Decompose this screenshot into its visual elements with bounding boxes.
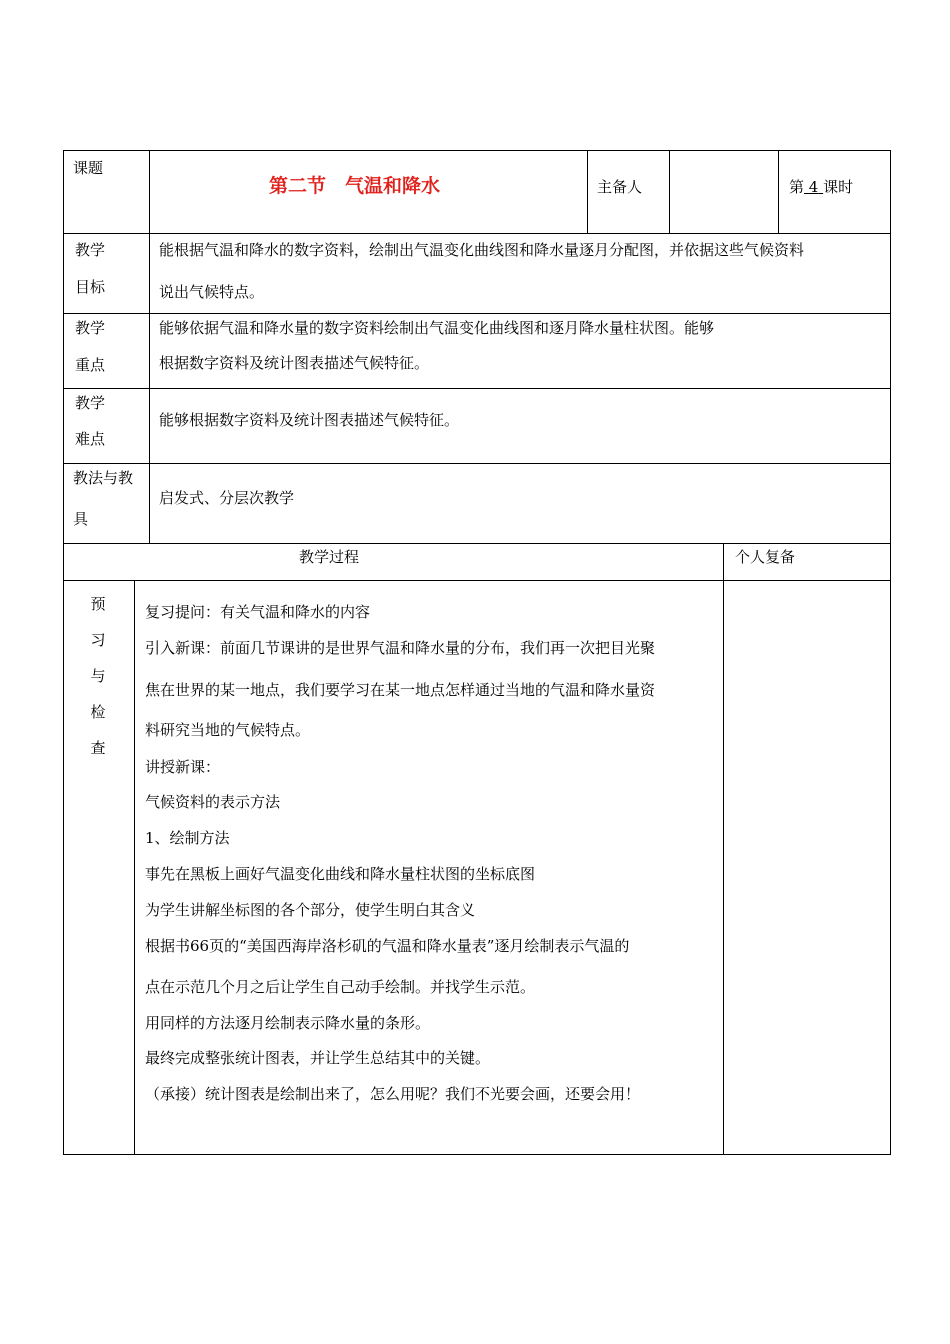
lesson-prefix: 第 xyxy=(789,178,805,196)
section-char: 与 xyxy=(90,667,106,685)
row-divider xyxy=(63,313,891,314)
section-char: 查 xyxy=(90,739,106,757)
section-char: 习 xyxy=(90,631,106,649)
header-column-divider xyxy=(778,150,779,234)
lesson-suffix: 课时 xyxy=(823,178,854,196)
topic-label: 课题 xyxy=(73,159,104,177)
table-border-bottom xyxy=(63,1154,891,1155)
goal-label-line1: 教学 xyxy=(75,241,106,259)
difficulty-text: 能够根据数字资料及统计图表描述气候特征。 xyxy=(159,411,460,429)
page-title: 第二节 气温和降水 xyxy=(269,175,441,197)
row-divider xyxy=(63,233,891,234)
header-column-divider xyxy=(669,150,670,234)
lesson-number-digit: 4 xyxy=(808,178,819,196)
key-point-text-line2: 根据数字资料及统计图表描述气候特征。 xyxy=(159,354,430,372)
personal-column-divider xyxy=(723,543,724,1155)
process-line: 点在示范几个月之后让学生自己动手绘制。并找学生示范。 xyxy=(145,978,536,996)
process-line: 最终完成整张统计图表，并让学生总结其中的关键。 xyxy=(145,1049,491,1067)
label-column-divider xyxy=(149,150,150,544)
table-border-right xyxy=(890,150,891,1155)
process-line: 讲授新课： xyxy=(145,758,221,776)
key-point-text-line1: 能够依据气温和降水量的数字资料绘制出气温变化曲线图和逐月降水量柱状图。能够 xyxy=(159,319,715,337)
key-point-label-line1: 教学 xyxy=(75,319,106,337)
process-line: 1、绘制方法 xyxy=(145,829,230,847)
process-line: 料研究当地的气候特点。 xyxy=(145,721,311,739)
key-point-label-line2: 重点 xyxy=(75,356,106,374)
goal-text-line1: 能根据气温和降水的数字资料，绘制出气温变化曲线图和降水量逐月分配图，并依据这些气候资料 xyxy=(159,241,805,259)
table-border-left xyxy=(63,150,64,1155)
row-divider xyxy=(63,543,891,544)
section-char: 检 xyxy=(90,703,106,721)
lesson-number-value xyxy=(804,178,823,196)
row-divider xyxy=(63,388,891,389)
header-column-divider xyxy=(587,150,588,234)
process-line: 焦在世界的某一地点，我们要学习在某一地点怎样通过当地的气温和降水量资 xyxy=(145,681,656,699)
row-divider xyxy=(63,463,891,464)
process-line: 根据书66页的“美国西海岸洛杉矶的气温和降水量表”逐月绘制表示气温的 xyxy=(145,937,630,955)
difficulty-label-line2: 难点 xyxy=(75,430,106,448)
process-line: 引入新课：前面几节课讲的是世界气温和降水量的分布，我们再一次把目光聚 xyxy=(145,639,656,657)
row-divider xyxy=(63,580,891,581)
method-text: 启发式、分层次教学 xyxy=(159,489,295,507)
process-line: （承接）统计图表是绘制出来了，怎么用呢？我们不光要会画，还要会用！ xyxy=(145,1085,641,1103)
process-line: 事先在黑板上画好气温变化曲线和降水量柱状图的坐标底图 xyxy=(145,865,536,883)
lesson-number xyxy=(789,177,853,197)
section-label-vertical xyxy=(86,586,110,766)
method-label-line2: 具 xyxy=(73,510,89,528)
process-line: 为学生讲解坐标图的各个部分，使学生明白其含义 xyxy=(145,901,476,919)
section-char: 预 xyxy=(90,595,106,613)
difficulty-label-line1: 教学 xyxy=(75,394,106,412)
process-line: 用同样的方法逐月绘制表示降水量的条形。 xyxy=(145,1014,431,1032)
section-column-divider xyxy=(134,580,135,1155)
goal-label-line2: 目标 xyxy=(75,278,106,296)
preparer-label: 主备人 xyxy=(597,178,643,196)
table-border-top xyxy=(63,150,891,151)
process-line: 复习提问：有关气温和降水的内容 xyxy=(145,603,371,621)
process-header: 教学过程 xyxy=(299,548,360,566)
process-line: 气候资料的表示方法 xyxy=(145,793,281,811)
goal-text-line2: 说出气候特点。 xyxy=(159,283,265,301)
method-label-line1: 教法与教 xyxy=(73,469,134,487)
personal-review-header: 个人复备 xyxy=(735,548,796,566)
